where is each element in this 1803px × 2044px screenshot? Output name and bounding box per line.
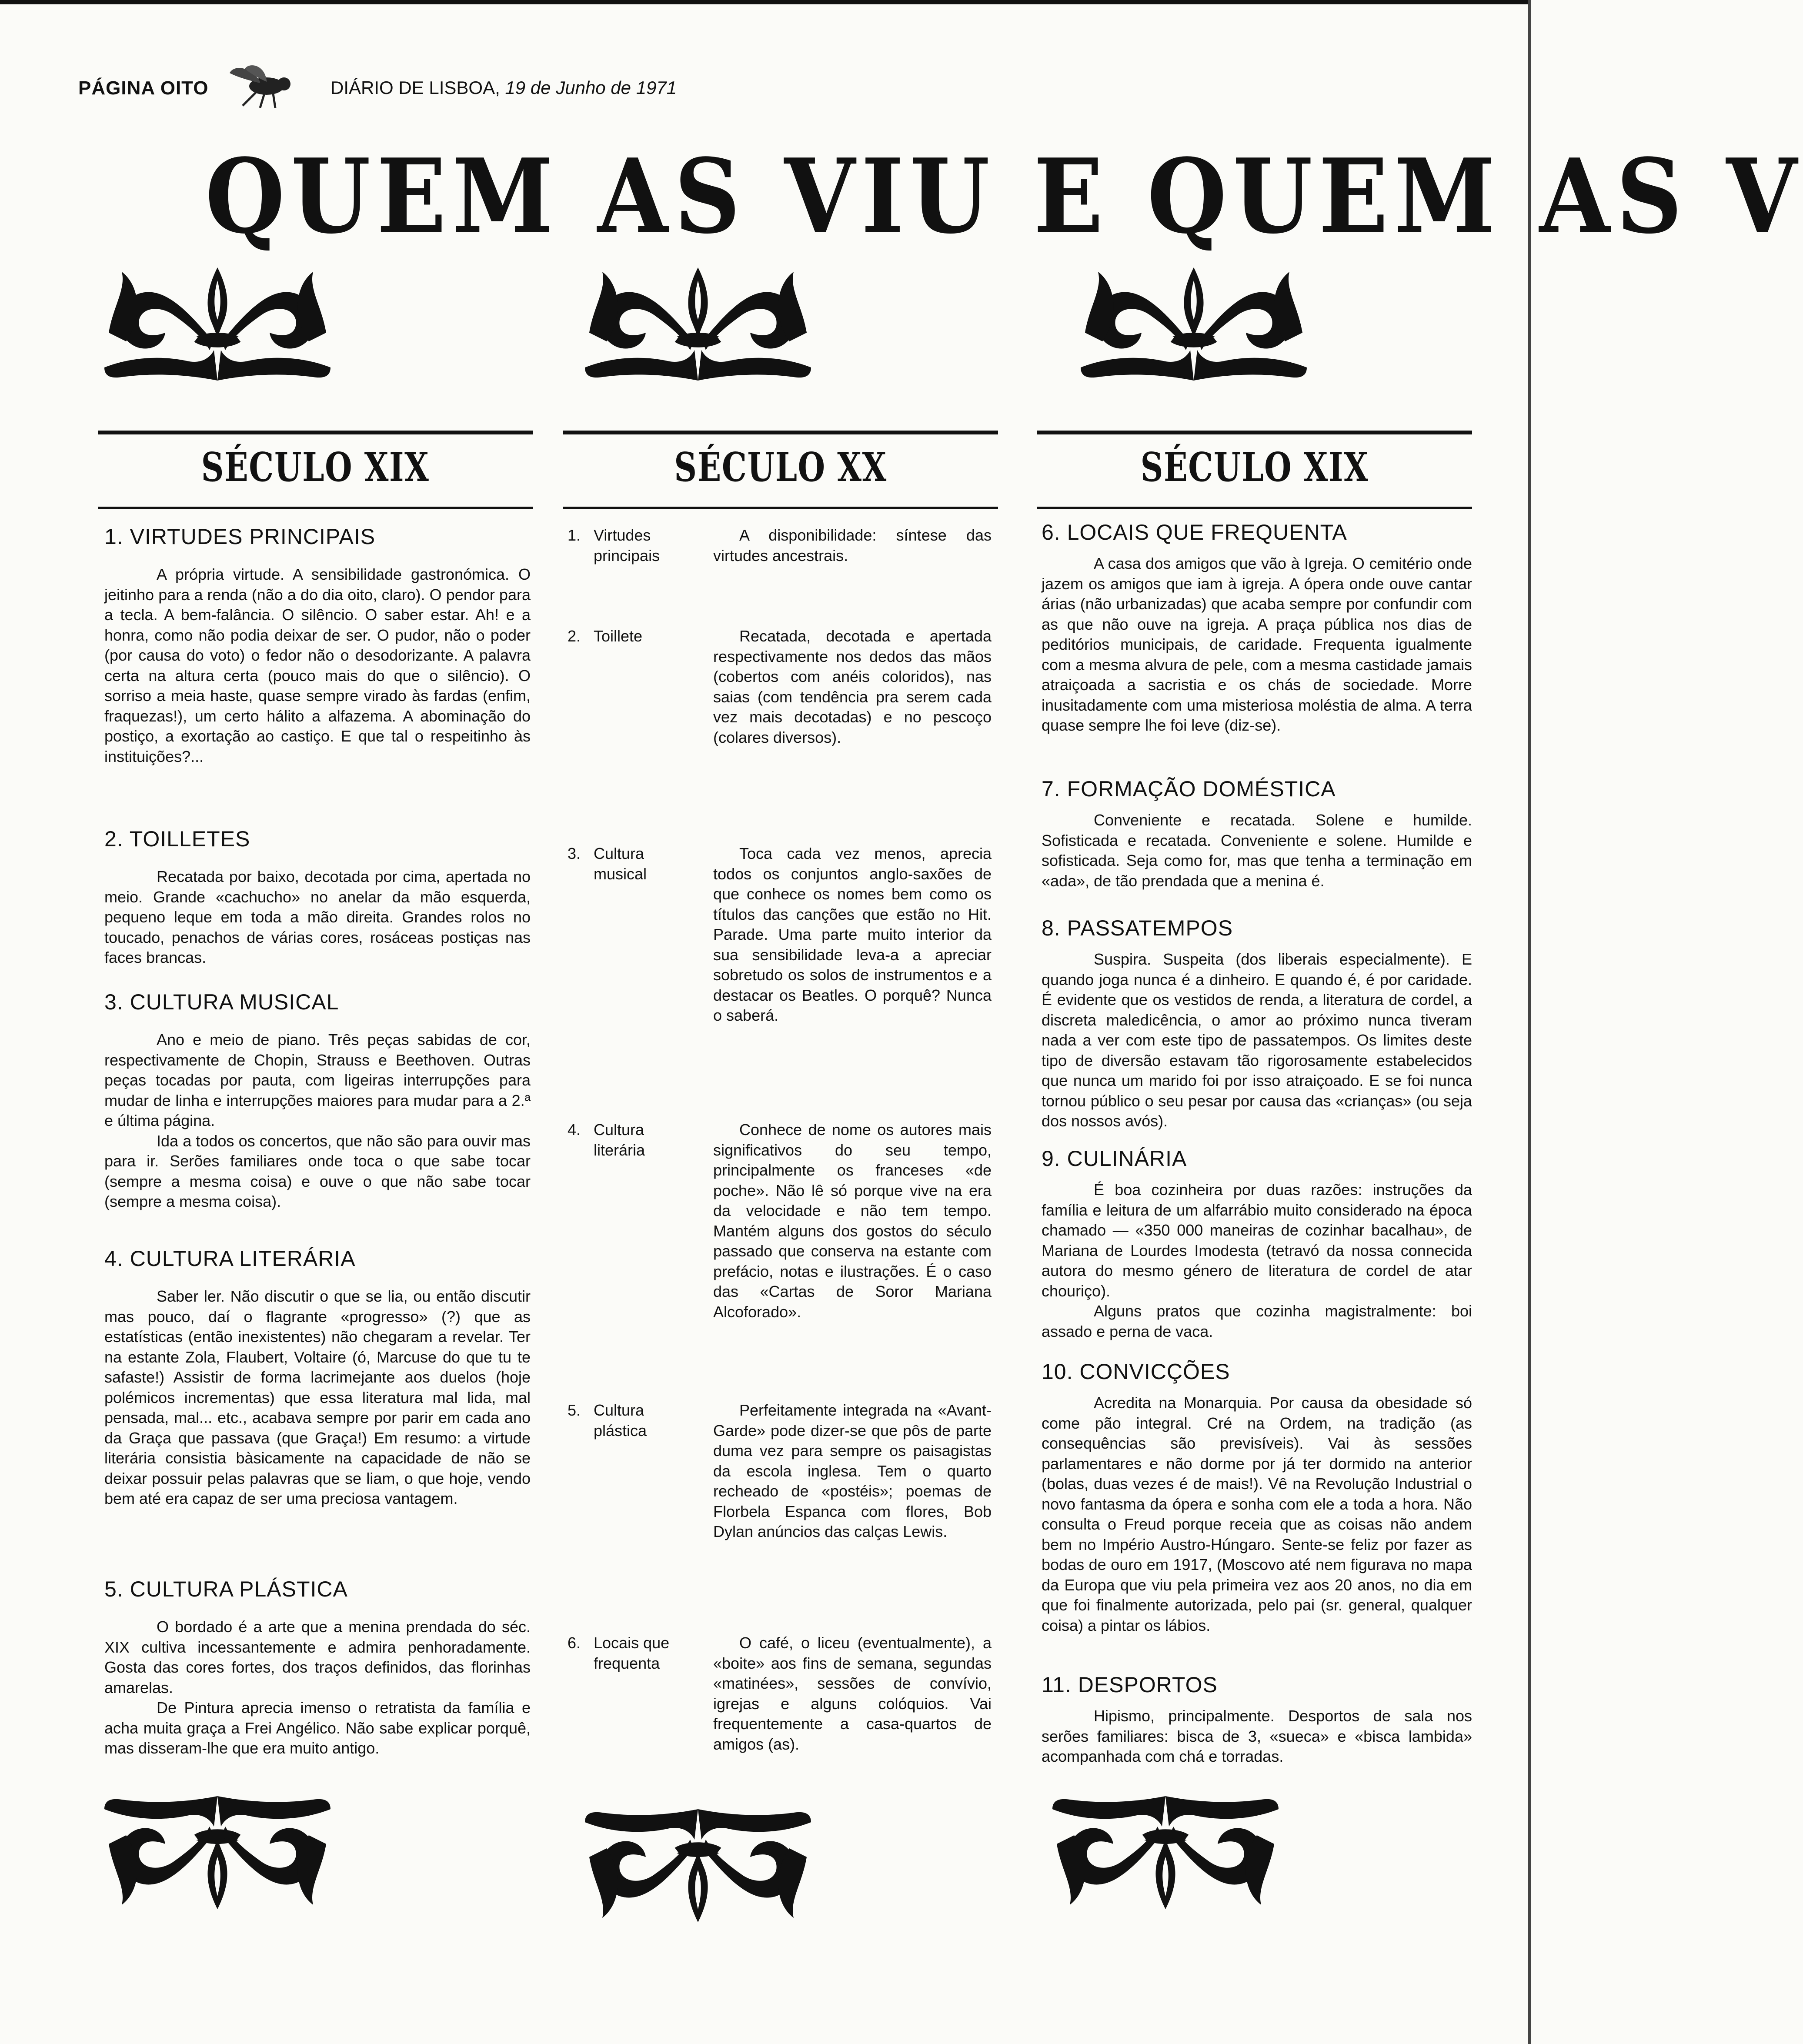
page-header bbox=[78, 77, 1470, 104]
section-paragraph: É boa cozinheira por duas razões: instruções da família e leitura de um alfarrábio muito considerado na época chamado — «350 000 maneiras de cozinhar bacalhau», de Mariana de Lourdes Imodesta (tetravó da nossa connecida autora do mesmo género de literatura de cordel de atar chouriço). bbox=[1042, 1181, 1472, 1300]
section-title: 11. DESPORTOS bbox=[1042, 1673, 1218, 1697]
row-number: 5. bbox=[568, 1401, 581, 1419]
section-title: 7. FORMAÇÃO DOMÉSTICA bbox=[1042, 777, 1336, 801]
row-number: 2. bbox=[568, 627, 581, 645]
section-title: 8. PASSATEMPOS bbox=[1042, 916, 1233, 940]
section-cultura-literaria bbox=[104, 1246, 531, 1509]
section-title: 9. CULINÁRIA bbox=[1042, 1146, 1187, 1171]
section-paragraph: Ida a todos os concertos, que não são para ouvir mas para ir. Serões familiares onde toca o que sabe tocar (sempre a mesma coisa) e ouve o que não sabe tocar (sempre a mesma coisa). bbox=[104, 1132, 531, 1210]
section-virtudes bbox=[104, 524, 531, 767]
section-paragraph: Ano e meio de piano. Três peças sabidas de cor, respectivamente de Chopin, Strauss e Beethoven. Outras peças tocadas por pauta, com ligeiras interrupções para mudar de linha e interrupções maiores para mudar para a 2.ª e última página. bbox=[104, 1031, 531, 1129]
section-paragraph: De Pintura aprecia imenso o retratista da família e acha muita graça a Frei Angélico. Não sabe explicar porquê, mas disseram-lhe que era muito antigo. bbox=[104, 1699, 531, 1757]
section-paragraph: Suspira. Suspeita (dos liberais especialmente). E quando joga nunca é a dinheiro. E quando é, é por caridade. É evidente que os vestidos de renda, a literatura de cordel, a discreta maledicência, o amor ao próximo nunca tiveram nada a ver com este tipo de passatempos. Os limites deste tipo de diversão estavam tão rigorosamente estabelecidos que nunca um marido foi por isso atraiçoado. E se foi nunca tornou público o seu pesar por causa das «crianças» (ou seja dos nossos avós). bbox=[1042, 950, 1472, 1130]
newspaper-name: DIÁRIO DE LISBOA, bbox=[331, 77, 500, 98]
section-toilletes bbox=[104, 826, 531, 968]
row-label: Toillete bbox=[594, 627, 643, 645]
section-title: 3. CULTURA MUSICAL bbox=[104, 990, 339, 1014]
row-label: Cultura musical bbox=[594, 845, 647, 883]
section-paragraph: A casa dos amigos que vão à Igreja. O cemitério onde jazem os amigos que iam à igreja. A ópera onde ouve cantar árias (não urbanizadas) que acaba sempre por confundir com as que não ouve na igreja. A praça pública nos dias de peditórios municipais, de caridade. Frequenta igualmente com a mesma alvura de pele, com a mesma castidade jamais atraiçoada a sacristia e os chás de sociedade. Morre inusitadamente com uma misteriosa moléstia de alma. A terra quase sempre lhe foi leve (diz-se). bbox=[1042, 554, 1472, 734]
section-paragraph: Alguns pratos que cozinha magistralmente: boi assado e perna de vaca. bbox=[1042, 1302, 1472, 1340]
column-rule-right-top bbox=[1037, 431, 1472, 434]
ornament-top-right bbox=[1072, 250, 1316, 381]
row-text: A disponibilidade: síntese das virtudes ancestrais. bbox=[713, 526, 992, 564]
column-heading-left: SÉCULO XIX bbox=[201, 444, 430, 491]
headline: QUEM AS VIU E QUEM AS V bbox=[205, 136, 1803, 257]
fly-icon bbox=[225, 62, 299, 110]
top-border bbox=[0, 0, 1531, 4]
section-title: 10. CONVICÇÕES bbox=[1042, 1359, 1230, 1384]
section-desportos bbox=[1042, 1672, 1472, 1767]
section-paragraph: Saber ler. Não discutir o que se lia, ou então discutir mas pouco, daí o flagrante «progresso» (?) que as estatísticas (então inexistentes) não chegaram a revelar. Ter na estante Zola, Flaubert, Voltaire (ó, Marcuse do que tu te safaste!) Assistir de forma lacrimejante aos duelos (hoje polémicos incrementas) que essa literatura mal lida, mal pensada, mal... etc., acabava sempre por parir em cada ano da Graça que passava (que Graça!) Em resumo: a virtude literária consistia bàsicamente na capacidade de não se deixar possuir pelas palavras que se liam, o que hoje, vendo bem até era capaz de ser uma preciosa vantagem. bbox=[104, 1287, 531, 1507]
column-rule-center-bottom bbox=[563, 507, 998, 509]
section-title: 1. VIRTUDES PRINCIPAIS bbox=[104, 524, 376, 549]
column-rule-left-top bbox=[98, 431, 533, 434]
row-label: Virtudes principais bbox=[594, 526, 660, 564]
issue-date: 19 de Junho de 1971 bbox=[505, 77, 677, 98]
row-text: Toca cada vez menos, aprecia todos os conjuntos anglo-saxões de que conhece os nomes bem como os títulos das canções que estão no Hit. Parade. Uma parte muito interior da sua sensibilidade leva-a a apreciar sobretudo os solos de instrumentos e a destacar os Beatles. O porquê? Nunca o saberá. bbox=[713, 845, 992, 1024]
row-label: Cultura literária bbox=[594, 1121, 645, 1159]
row-number: 4. bbox=[568, 1121, 581, 1139]
section-title: 4. CULTURA LITERÁRIA bbox=[104, 1246, 356, 1271]
page-edge bbox=[1528, 0, 1531, 2044]
row-number: 6. bbox=[568, 1634, 581, 1652]
row-text: Recatada, decotada e apertada respectivamente nos dedos das mãos (cobertos com anéis coloridos), nas saias (com tendência pra serem cada vez mais decotadas) e no pescoço (colares diversos). bbox=[713, 627, 992, 746]
row-number: 1. bbox=[568, 526, 581, 544]
row-label: Locais que frequenta bbox=[594, 1634, 670, 1672]
section-title: 2. TOILLETES bbox=[104, 827, 250, 851]
section-paragraph: O bordado é a arte que a menina prendada do séc. XIX cultiva incessantemente e admira penhoradamente. Gosta das cores fortes, dos traços definidos, das florinhas amarelas. bbox=[104, 1618, 531, 1697]
ornament-top-center bbox=[576, 250, 820, 381]
row-text: Conhece de nome os autores mais significativos do seu tempo, principalmente os franceses «de poche». Não lê só porque vive na era da velocidade e não tem tempo. Mantém alguns dos gostos do século passado que conserva na estante com prefácio, notas e ilustrações. É o caso das «Cartas de Soror Mariana Alcoforado». bbox=[713, 1121, 992, 1321]
section-title: 6. LOCAIS QUE FREQUENTA bbox=[1042, 520, 1347, 544]
row-text: O café, o liceu (eventualmente), a «boite» aos fins de semana, segundas «matinées», sessões de convívio, igrejas e alguns colóquios. Vai frequentemente a casa-quartos de amigos (as). bbox=[713, 1634, 992, 1753]
ornament-bottom-left bbox=[96, 1796, 339, 1927]
ornament-bottom-center bbox=[576, 1809, 820, 1940]
section-paragraph: Hipismo, principalmente. Desportos de sala nos serões familiares: bisca de 3, «sueca» e «bisca lambida» acompanhada com chá e torradas. bbox=[1042, 1707, 1472, 1765]
ornament-top-left bbox=[96, 250, 339, 381]
ornament-bottom-right bbox=[1044, 1796, 1287, 1927]
section-paragraph: Recatada por baixo, decotada por cima, apertada no meio. Grande «cachucho» no anelar da mão esquerda, pequeno leque em toda a mão direita. Grandes rolos no toucado, penachos de várias cores, rosáceas postiças nas faces brancas. bbox=[104, 868, 531, 966]
newspaper-dateline bbox=[331, 77, 677, 98]
section-culinaria bbox=[1042, 1146, 1472, 1342]
section-paragraph: Acredita na Monarquia. Por causa da obesidade só come pão integral. Cré na Ordem, na tradição (as consequências são previsíveis). Vai às sessões parlamentares e não dorme por já ter dormido na anterior (bolas, duas vezes é de mais!). Vê na Revolução Industrial o novo fantasma da ópera e sonha com ele a toda a hora. Não consulta o Freud porque receia que as coisas não andem bem no Império Austro-Húngaro. Sente-se feliz por fazer as bodas de ouro em 1917, (Moscovo até nem figurava no mapa da Europa que viu pela primeira vez aos 20 anos, no dia em que foi finalmente autorizada, pelo pai (sr. general, qualquer coisa) a pintar os lábios. bbox=[1042, 1394, 1472, 1634]
section-formacao bbox=[1042, 776, 1472, 891]
column-heading-center: SÉCULO XX bbox=[674, 444, 887, 491]
section-cultura-musical bbox=[104, 989, 531, 1212]
column-rule-right-bottom bbox=[1037, 507, 1472, 509]
section-title: 5. CULTURA PLÁSTICA bbox=[104, 1577, 348, 1601]
column-heading-right: SÉCULO XIX bbox=[1140, 444, 1369, 491]
section-paragraph: Conveniente e recatada. Solene e humilde. Sofisticada e recatada. Conveniente e solene. Humilde e sofisticada. Seja como for, mas que tenha a terminação em «ada», de tão prendada que a menina é. bbox=[1042, 811, 1472, 890]
section-paragraph: A própria virtude. A sensibilidade gastronómica. O jeitinho para a renda (não a do dia oito, claro). O pendor para a tecla. A bem-falância. O silêncio. O saber estar. Ah! e a honra, como não podia deixar de ser. O pudor, não o poder (por causa do voto) o fedor não o desodorizante. A palavra certa na altura certa (pouco mais do que o silêncio). O sorriso a meia haste, quase sempre virado às fardas (enfim, fraquezas!), um certo hálito a alfazema. A abominação do postiço, a exortação ao castiço. E que tal o respeitinho às instituições?... bbox=[104, 565, 531, 765]
row-text: Perfeitamente integrada na «Avant-Garde» pode dizer-se que pôs de parte duma vez para sempre os paisagistas da escola inglesa. Tem o quarto recheado de «postéis»; poemas de Florbela Espanca com flores, Bob Dylan anúncios das calças Lewis. bbox=[713, 1401, 992, 1540]
section-passatempos bbox=[1042, 915, 1472, 1132]
column-rule-left-bottom bbox=[98, 507, 533, 509]
section-conviccoes bbox=[1042, 1359, 1472, 1636]
column-rule-center-top bbox=[563, 431, 998, 434]
row-label: Cultura plástica bbox=[594, 1401, 647, 1439]
section-cultura-plastica bbox=[104, 1576, 531, 1759]
section-locais bbox=[1042, 520, 1472, 736]
row-number: 3. bbox=[568, 845, 581, 862]
page-label: PÁGINA OITO bbox=[78, 77, 209, 99]
